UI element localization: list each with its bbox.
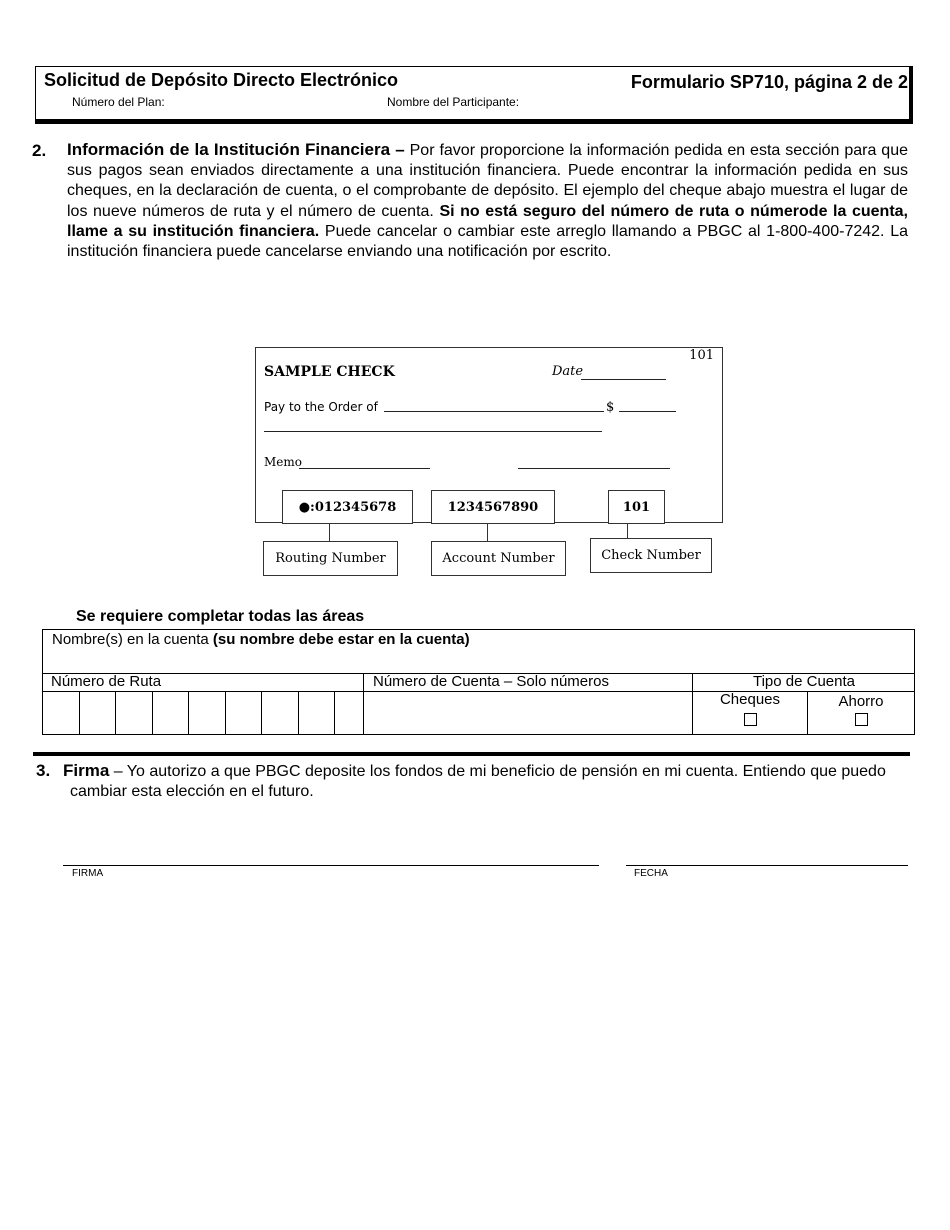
account-names-note: (su nombre debe estar en la cuenta) bbox=[212, 631, 470, 648]
routing-number-label: Routing Number bbox=[263, 541, 398, 576]
check-title: SAMPLE CHECK bbox=[264, 364, 395, 380]
check-number-box: 101 bbox=[608, 490, 665, 524]
section-2-bold-text: Si no está seguro del número de ruta o númerode la cuenta, llame a su institución financiera. bbox=[67, 202, 908, 240]
form-title: Solicitud de Depósito Directo Electrónico bbox=[44, 70, 399, 90]
section-divider bbox=[33, 752, 910, 756]
date-label: FECHA bbox=[634, 868, 668, 879]
signature-line[interactable] bbox=[63, 865, 599, 866]
checking-label: Cheques bbox=[719, 691, 781, 708]
section-2-paragraph bbox=[67, 140, 908, 262]
signature-label: FIRMA bbox=[72, 868, 104, 879]
savings-label: Ahorro bbox=[838, 693, 884, 710]
account-names-label: Nombre(s) en la cuenta bbox=[52, 631, 213, 648]
account-table bbox=[42, 629, 915, 735]
section-3-paragraph bbox=[63, 761, 908, 802]
account-number-label: Account Number bbox=[431, 541, 566, 576]
check-number-label: Check Number bbox=[590, 538, 712, 573]
section-2-heading: Información de la Institución Financiera – bbox=[67, 140, 405, 159]
check-account-box: 1234567890 bbox=[431, 490, 555, 524]
check-memo-label: Memo bbox=[264, 455, 302, 469]
check-corner-number: 101 bbox=[689, 348, 714, 363]
check-pay-label: Pay to the Order of bbox=[264, 400, 378, 414]
routing-header: Número de Ruta bbox=[51, 673, 162, 690]
participant-name-label: Nombre del Participante: bbox=[387, 95, 520, 109]
required-note: Se requiere completar todas las áreas bbox=[76, 608, 365, 625]
routing-number-input[interactable] bbox=[43, 692, 363, 734]
savings-checkbox[interactable] bbox=[855, 713, 868, 726]
date-line[interactable] bbox=[626, 865, 908, 866]
account-number-header: Número de Cuenta – Solo números bbox=[373, 673, 609, 690]
check-routing-box: ●:012345678 bbox=[282, 490, 413, 524]
form-id: Formulario SP710, página 2 de 2 bbox=[630, 72, 908, 92]
account-names-field[interactable] bbox=[52, 631, 470, 648]
section-3-heading: Firma bbox=[63, 761, 110, 780]
check-dollar-sign: $ bbox=[606, 400, 615, 415]
account-type-header: Tipo de Cuenta bbox=[752, 673, 855, 690]
section-2-text-2: Puede cancelar o cambiar este arreglo llamando a PBGC al 1-800-400-7242. La institución financiera puede cancelarse enviando una notificación por escrito. bbox=[67, 222, 908, 261]
section-2-number: 2. bbox=[32, 141, 47, 160]
checking-checkbox[interactable] bbox=[744, 713, 757, 726]
plan-number-label: Número del Plan: bbox=[72, 95, 165, 109]
check-date-label: Date bbox=[552, 364, 584, 379]
section-3-text: – Yo autorizo a que PBGC deposite los fondos de mi beneficio de pensión en mi cuenta. Entiendo que puedo cambiar esta elección en el futuro. bbox=[70, 763, 886, 800]
section-2-text-1: Por favor proporcione la información pedida en esta sección para que sus pagos sean enviados directamente a una institución financiera. Puede encontrar la información pedida en sus cheques, en la declaración de cuenta, o el comprobante de depósito. El ejemplo del cheque abajo muestra el lugar de los nueve números de ruta y el número de cuenta. bbox=[67, 142, 909, 220]
account-number-input[interactable] bbox=[364, 692, 691, 734]
section-3-number: 3. bbox=[36, 761, 51, 780]
